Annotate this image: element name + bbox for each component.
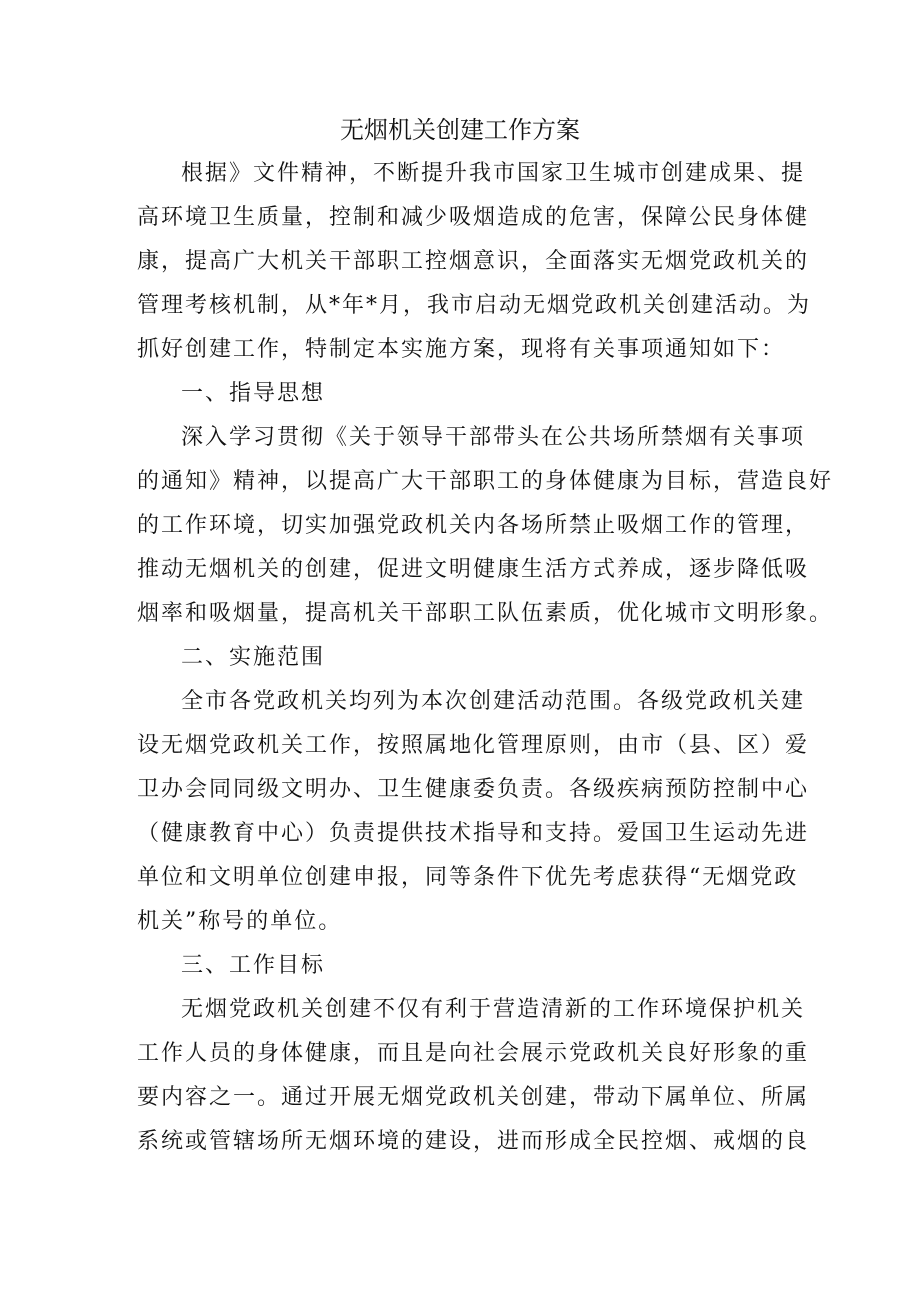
text-line: 高环境卫生质量，控制和减少吸烟造成的危害，保障公民身体健	[137, 205, 810, 230]
text-line: 三、工作目标	[181, 953, 326, 978]
text-line: 卫办会同同级文明办、卫生健康委负责。各级疾病预防控制中心	[137, 777, 810, 802]
document-body	[137, 152, 834, 1164]
text-line: 设无烟党政机关工作，按照属地化管理原则，由市（县、区）爱	[137, 733, 810, 758]
text-line: 系统或管辖场所无烟环境的建设，进而形成全民控烟、戒烟的良	[137, 1129, 810, 1154]
text-line: 根据》文件精神，不断提升我市国家卫生城市创建成果、提	[181, 161, 806, 186]
text-line: 康，提高广大机关干部职工控烟意识，全面落实无烟党政机关的	[137, 249, 810, 274]
text-line: 抓好创建工作，特制定本实施方案，现将有关事项通知如下：	[137, 337, 786, 362]
text-line: 要内容之一。通过开展无烟党政机关创建，带动下属单位、所属	[137, 1085, 810, 1110]
text-line: 一、指导思想	[181, 381, 326, 406]
text-line: 深入学习贯彻《关于领导干部带头在公共场所禁烟有关事项	[181, 425, 806, 450]
text-line: 工作人员的身体健康，而且是向社会展示党政机关良好形象的重	[137, 1041, 810, 1066]
text-line: 无烟党政机关创建不仅有利于营造清新的工作环境保护机关	[181, 997, 806, 1022]
text-line: （健康教育中心）负责提供技术指导和支持。爱国卫生运动先进	[137, 821, 810, 846]
text-line: 管理考核机制，从*年*月，我市启动无烟党政机关创建活动。为	[137, 293, 812, 318]
text-line: 推动无烟机关的创建，促进文明健康生活方式养成，逐步降低吸	[137, 557, 810, 582]
text-line: 的通知》精神，以提高广大干部职工的身体健康为目标，营造良好	[137, 469, 834, 494]
text-line: 全市各党政机关均列为本次创建活动范围。各级党政机关建	[181, 689, 806, 714]
document-title: 无烟机关创建工作方案	[340, 116, 580, 144]
text-line: 机关”称号的单位。	[137, 909, 343, 934]
text-line: 的工作环境，切实加强党政机关内各场所禁止吸烟工作的管理，	[137, 513, 810, 538]
text-line: 烟率和吸烟量，提高机关干部职工队伍素质，优化城市文明形象。	[137, 601, 834, 626]
text-line: 二、实施范围	[181, 645, 326, 670]
text-line: 单位和文明单位创建申报，同等条件下优先考虑获得“无烟党政	[137, 865, 799, 890]
